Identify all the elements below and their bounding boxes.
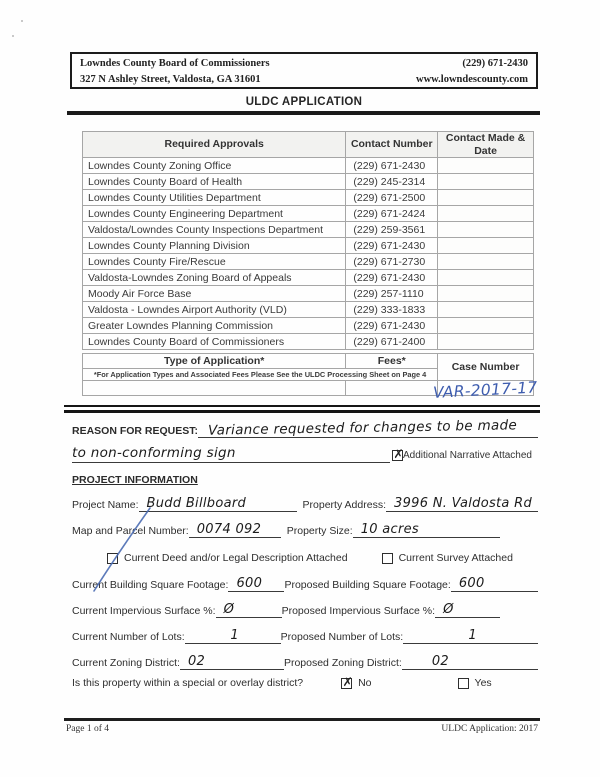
proposed-lots-value: 1 <box>468 628 477 643</box>
approval-phone: (229) 671-2424 <box>346 206 438 222</box>
map-parcel-row <box>72 522 500 538</box>
col-header-contact-made: Contact Made & Date <box>438 132 534 158</box>
approval-name: Lowndes County Board of Commissioners <box>83 334 346 350</box>
approval-phone: (229) 257-1110 <box>346 286 438 302</box>
table-row <box>83 318 534 334</box>
reason-line2-row <box>72 444 538 463</box>
approval-phone: (229) 671-2730 <box>346 254 438 270</box>
approval-name: Moody Air Force Base <box>83 286 346 302</box>
additional-narrative-label: Additional Narrative Attached <box>403 450 532 461</box>
approval-name: Lowndes County Zoning Office <box>83 158 346 174</box>
contact-made-cell <box>438 158 534 174</box>
proposed-sqft-label: Proposed Building Square Footage: <box>284 579 451 591</box>
proposed-impervious-field <box>435 602 500 618</box>
reason-handwriting-line1: Variance requested for changes to be made <box>207 417 518 439</box>
case-number-header: Case Number <box>438 354 534 381</box>
table-row <box>83 302 534 318</box>
approval-name: Valdosta-Lowndes Zoning Board of Appeals <box>83 270 346 286</box>
approval-phone: (229) 245-2314 <box>346 174 438 190</box>
approval-name: Lowndes County Board of Health <box>83 174 346 190</box>
contact-made-cell <box>438 174 534 190</box>
approval-phone: (229) 259-3561 <box>346 222 438 238</box>
map-parcel-field <box>189 522 281 538</box>
reason-line2-field <box>72 444 390 463</box>
additional-narrative-checkbox <box>392 447 404 461</box>
contact-made-cell <box>438 318 534 334</box>
current-zoning-label: Current Zoning District: <box>72 657 180 669</box>
property-address-label: Property Address: <box>302 499 386 511</box>
overlay-no-label: No <box>358 677 372 689</box>
current-lots-label: Current Number of Lots: <box>72 631 185 643</box>
approval-phone: (229) 671-2430 <box>346 318 438 334</box>
page-footer <box>66 724 538 734</box>
table-row <box>83 206 534 222</box>
reason-label: REASON FOR REQUEST: <box>72 425 199 437</box>
contact-made-cell <box>438 334 534 350</box>
current-impervious-value: Ø <box>223 602 235 617</box>
current-sqft-label: Current Building Square Footage: <box>72 579 229 591</box>
table-row <box>83 286 534 302</box>
approval-name: Valdosta - Lowndes Airport Authority (VLD) <box>83 302 346 318</box>
footer-document-version: ULDC Application: 2017 <box>441 724 538 734</box>
current-zoning-value: 02 <box>187 654 206 669</box>
org-phone: (229) 671-2430 <box>462 58 528 69</box>
document-title: ULDC APPLICATION <box>245 96 363 108</box>
deed-attached-checkbox <box>107 553 118 564</box>
current-impervious-field <box>216 602 282 618</box>
current-lots-field <box>185 628 281 644</box>
property-address-field <box>386 496 538 512</box>
contact-made-cell <box>438 206 534 222</box>
table-row <box>83 334 534 350</box>
table-row <box>83 238 534 254</box>
contact-made-cell <box>438 238 534 254</box>
current-zoning-field <box>180 654 284 670</box>
approval-name: Lowndes County Utilities Department <box>83 190 346 206</box>
case-number-handwriting: VAR-2017-17 <box>432 378 538 402</box>
title-rule <box>67 111 540 115</box>
property-address-value: 3996 N. Valdosta Rd <box>394 496 533 511</box>
table-row <box>83 270 534 286</box>
org-website: www.lowndescounty.com <box>415 73 528 85</box>
fees-header-row <box>83 354 534 369</box>
col-header-contact-number: Contact Number <box>346 132 438 158</box>
proposed-zoning-field <box>402 654 538 670</box>
additional-narrative-group <box>392 447 532 463</box>
approval-phone: (229) 333-1833 <box>346 302 438 318</box>
survey-attached-label: Current Survey Attached <box>398 552 513 564</box>
approval-name: Greater Lowndes Planning Commission <box>83 318 346 334</box>
property-size-field <box>353 522 500 538</box>
section-divider <box>64 405 540 413</box>
contact-made-cell <box>438 190 534 206</box>
footer-page-number: Page 1 of 4 <box>66 724 110 734</box>
project-information-heading: PROJECT INFORMATION <box>72 474 198 486</box>
table-row <box>83 222 534 238</box>
current-impervious-label: Current Impervious Surface %: <box>72 605 216 617</box>
x-mark: ✗ <box>342 674 353 689</box>
contact-made-cell <box>438 286 534 302</box>
fees-note: *For Application Types and Associated Fees Please See the ULDC Processing Sheet on Page 4 <box>83 369 438 381</box>
approval-name: Valdosta/Lowndes County Inspections Department <box>83 222 346 238</box>
reason-for-request-row <box>72 419 538 438</box>
property-size-label: Property Size: <box>286 525 353 537</box>
letterhead-org <box>80 56 270 85</box>
proposed-zoning-value: 02 <box>431 654 449 669</box>
building-sqft-row <box>72 576 538 592</box>
footer-rule <box>64 718 540 721</box>
approval-phone: (229) 671-2430 <box>346 238 438 254</box>
attachments-row <box>72 552 538 564</box>
approval-phone: (229) 671-2430 <box>346 270 438 286</box>
current-sqft-value: 600 <box>236 576 263 591</box>
deed-attached-label: Current Deed and/or Legal Description Attached <box>124 552 348 564</box>
current-sqft-field <box>228 576 284 592</box>
survey-attached-checkbox <box>382 553 393 564</box>
project-name-row <box>72 496 538 512</box>
overlay-question: Is this property within a special or overlay district? <box>72 677 304 689</box>
fees-cell <box>346 381 438 396</box>
table-row <box>83 158 534 174</box>
reason-handwriting-line2: to non-conforming sign <box>72 445 236 461</box>
proposed-lots-label: Proposed Number of Lots: <box>280 631 404 643</box>
map-parcel-value: 0074 092 <box>196 522 262 537</box>
org-name: Lowndes County Board of Commissioners <box>80 58 270 69</box>
approval-name: Lowndes County Planning Division <box>83 238 346 254</box>
project-name-field <box>139 496 297 512</box>
approval-name: Lowndes County Engineering Department <box>83 206 346 222</box>
overlay-yes-label: Yes <box>474 677 492 689</box>
approvals-table <box>82 131 534 350</box>
org-address: 327 N Ashley Street, Valdosta, GA 31601 <box>80 73 261 85</box>
lots-row <box>72 628 538 644</box>
x-mark: ✗ <box>393 447 404 461</box>
contact-made-cell <box>438 270 534 286</box>
overlay-yes-checkbox <box>458 678 469 689</box>
map-parcel-label: Map and Parcel Number: <box>72 525 189 537</box>
scan-speck <box>21 20 23 22</box>
current-lots-value: 1 <box>230 628 239 643</box>
fees-header: Fees* <box>346 354 438 369</box>
col-header-required-approvals: Required Approvals <box>83 132 346 158</box>
letterhead-box <box>70 52 538 89</box>
table-row <box>83 190 534 206</box>
proposed-impervious-value: Ø <box>443 602 454 617</box>
impervious-row <box>72 602 500 618</box>
letterhead-contact <box>416 56 528 85</box>
proposed-impervious-label: Proposed Impervious Surface %: <box>281 605 436 617</box>
contact-made-cell <box>438 254 534 270</box>
property-size-value: 10 acres <box>360 522 419 537</box>
approvals-header-row <box>83 132 534 158</box>
approval-phone: (229) 671-2430 <box>346 158 438 174</box>
project-name-value: Budd Billboard <box>146 496 247 511</box>
contact-made-cell <box>438 302 534 318</box>
overlay-district-row <box>72 674 538 689</box>
proposed-zoning-label: Proposed Zoning District: <box>283 657 402 669</box>
overlay-no-checkbox <box>341 674 353 689</box>
zoning-row <box>72 654 538 670</box>
type-of-application-header: Type of Application* <box>83 354 346 369</box>
proposed-sqft-field <box>451 576 538 592</box>
reason-line1-field <box>198 419 538 438</box>
approval-phone: (229) 671-2500 <box>346 190 438 206</box>
proposed-lots-field <box>403 628 538 644</box>
proposed-sqft-value: 600 <box>458 576 485 591</box>
contact-made-cell <box>438 222 534 238</box>
table-row <box>83 254 534 270</box>
scan-speck <box>12 35 14 37</box>
type-of-application-cell <box>83 381 346 396</box>
approval-phone: (229) 671-2400 <box>346 334 438 350</box>
approval-name: Lowndes County Fire/Rescue <box>83 254 346 270</box>
project-name-label: Project Name: <box>72 499 139 511</box>
table-row <box>83 174 534 190</box>
